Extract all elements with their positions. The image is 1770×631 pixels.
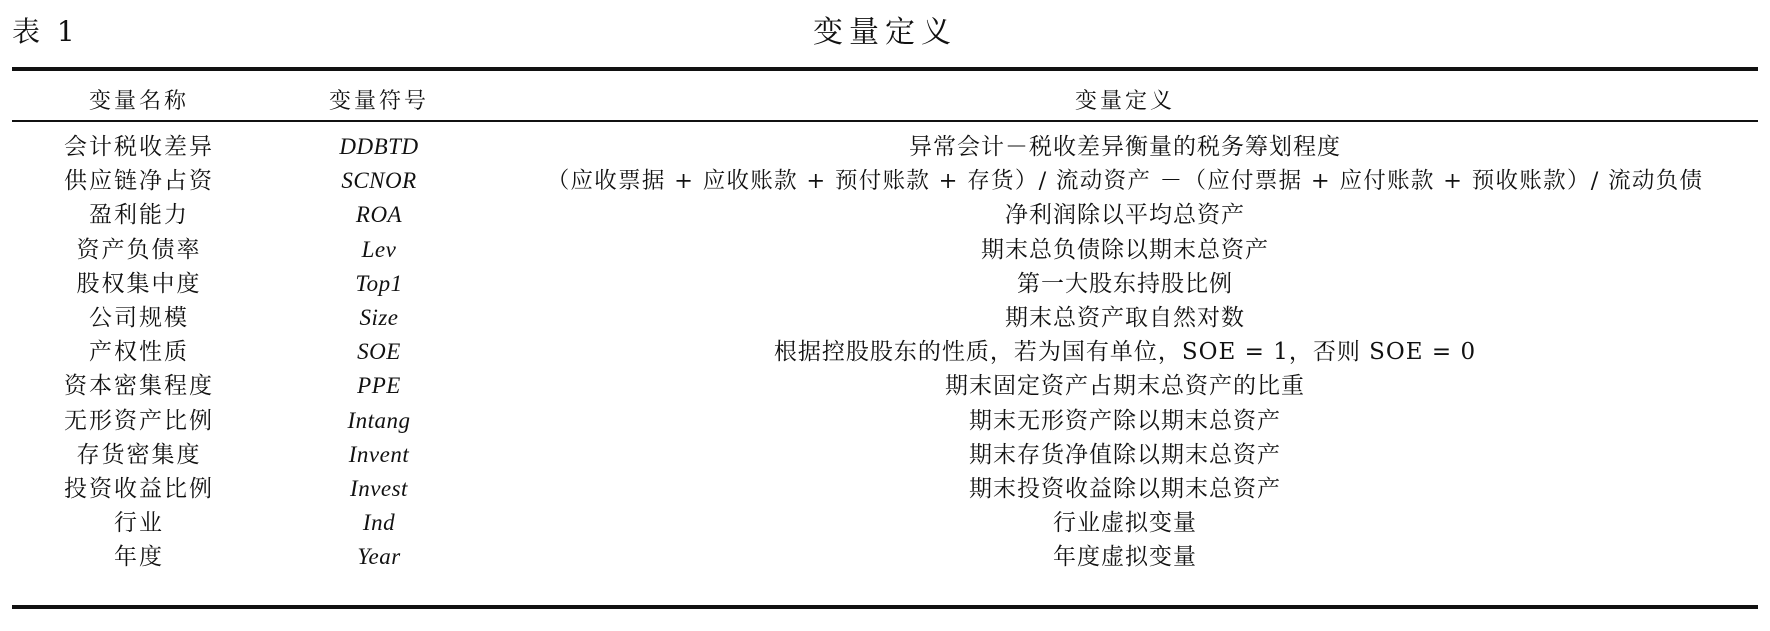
variable-name-cell: 无形资产比例 bbox=[64, 407, 214, 434]
variable-definition-cell: 期末无形资产除以期末总资产 bbox=[969, 407, 1281, 434]
variable-definition-cell: 期末总负债除以期末总资产 bbox=[981, 236, 1269, 263]
table-row bbox=[12, 267, 1758, 301]
variable-definition-cell: 行业虚拟变量 bbox=[1053, 510, 1197, 537]
table-row bbox=[12, 198, 1758, 232]
variable-symbol-cell: Top1 bbox=[355, 270, 403, 296]
variable-symbol-cell: Year bbox=[357, 544, 401, 570]
table-row bbox=[12, 233, 1758, 267]
variable-name-cell: 资本密集程度 bbox=[64, 373, 214, 400]
table-top-rule bbox=[12, 67, 1758, 71]
variable-symbol-cell: PPE bbox=[357, 373, 401, 399]
variable-symbol-cell: ROA bbox=[355, 202, 403, 228]
variable-definition-cell: 期末总资产取自然对数 bbox=[1005, 305, 1245, 332]
table-row bbox=[12, 506, 1758, 540]
table-row bbox=[12, 164, 1758, 198]
table-row bbox=[12, 130, 1758, 164]
variable-definition-cell: 异常会计－税收差异衡量的税务筹划程度 bbox=[909, 134, 1341, 161]
variable-name-cell: 股权集中度 bbox=[76, 270, 202, 297]
variable-symbol-cell: Intang bbox=[347, 407, 411, 433]
column-header-variable-name: 变量名称 bbox=[88, 88, 189, 114]
variable-definition-cell: 期末存货净值除以期末总资产 bbox=[969, 441, 1281, 468]
table-label: 表 1 bbox=[12, 15, 79, 48]
variable-definition-cell: 第一大股东持股比例 bbox=[1017, 270, 1233, 297]
column-header-variable-definition: 变量定义 bbox=[1074, 88, 1175, 114]
table-row bbox=[12, 404, 1758, 438]
table-row bbox=[12, 335, 1758, 369]
variable-definition-cell: 根据控股股东的性质，若为国有单位，SOE = 1，否则 SOE = 0 bbox=[773, 339, 1477, 366]
variable-symbol-cell: Invest bbox=[350, 475, 408, 501]
variable-name-cell: 投资收益比例 bbox=[64, 475, 214, 502]
table-row bbox=[12, 438, 1758, 472]
header-spacer bbox=[12, 120, 1758, 130]
table-row bbox=[12, 369, 1758, 403]
variable-name-cell: 会计税收差异 bbox=[64, 134, 214, 161]
variable-name-cell: 年度 bbox=[114, 544, 164, 571]
variable-symbol-cell: SOE bbox=[357, 339, 401, 365]
table-row bbox=[12, 540, 1758, 574]
variable-symbol-cell: DDBTD bbox=[339, 134, 419, 160]
table-header-row bbox=[12, 78, 1758, 120]
variable-name-cell: 存货密集度 bbox=[76, 441, 202, 468]
variable-name-cell: 产权性质 bbox=[89, 339, 189, 366]
variable-name-cell: 资产负债率 bbox=[76, 236, 202, 263]
variable-definition-cell: 年度虚拟变量 bbox=[1053, 544, 1197, 571]
variable-symbol-cell: SCNOR bbox=[341, 168, 417, 194]
variable-name-cell: 公司规模 bbox=[89, 305, 189, 332]
variable-definition-table bbox=[12, 78, 1758, 574]
variable-definition-cell: 期末固定资产占期末总资产的比重 bbox=[945, 373, 1305, 400]
variable-definition-cell: （应收票据 + 应收账款 + 预付账款 + 存货）/ 流动资产 －（应付票据 + 应付账款 + 预收账款）/ 流动负债 bbox=[546, 168, 1704, 195]
column-header-variable-symbol: 变量符号 bbox=[328, 88, 429, 114]
table-row bbox=[12, 472, 1758, 506]
variable-symbol-cell: Invent bbox=[348, 441, 410, 467]
table-row bbox=[12, 301, 1758, 335]
variable-name-cell: 供应链净占资 bbox=[64, 168, 214, 195]
variable-symbol-cell: Lev bbox=[361, 236, 397, 262]
variable-symbol-cell: Size bbox=[359, 305, 399, 331]
variable-definition-cell: 期末投资收益除以期末总资产 bbox=[969, 475, 1281, 502]
variable-name-cell: 盈利能力 bbox=[89, 202, 189, 229]
variable-name-cell: 行业 bbox=[114, 510, 164, 537]
variable-symbol-cell: Ind bbox=[362, 510, 396, 536]
table-bottom-rule bbox=[12, 605, 1758, 609]
table-title: 变量定义 bbox=[813, 15, 957, 50]
variable-definition-cell: 净利润除以平均总资产 bbox=[1005, 202, 1245, 229]
